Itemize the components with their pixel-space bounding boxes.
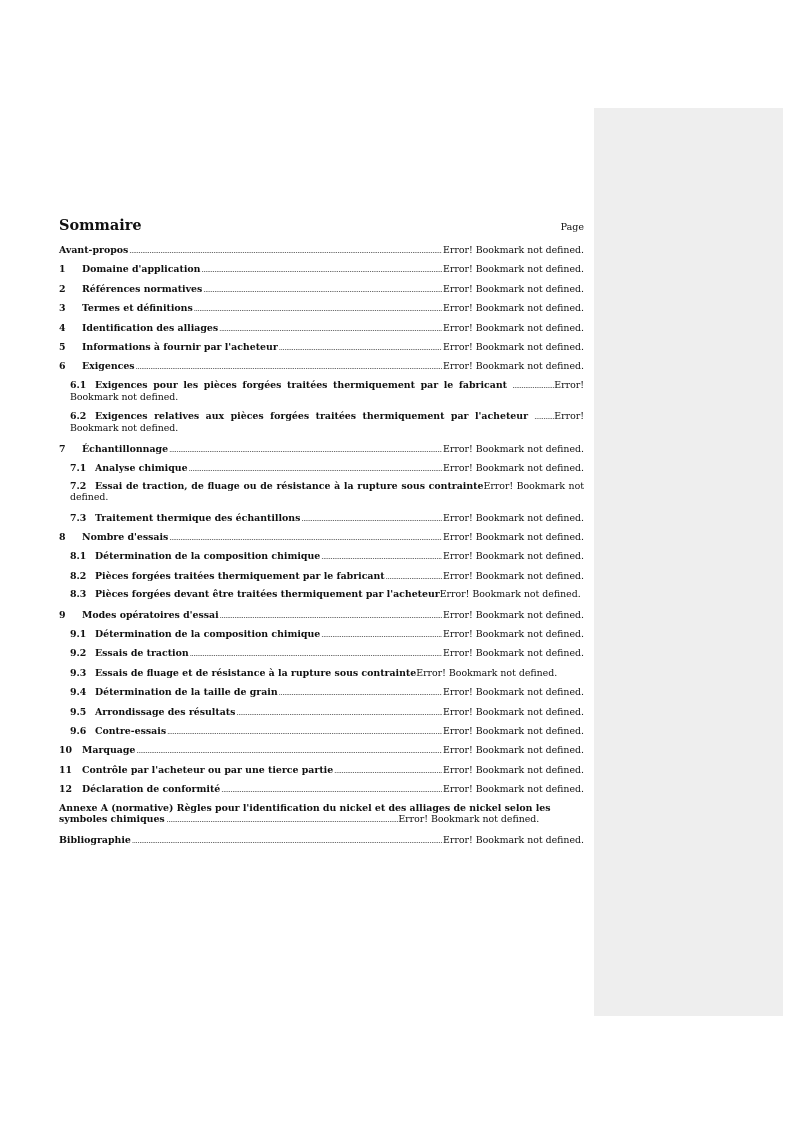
dot-leader <box>220 610 442 623</box>
toc-entry-page: Error! Bookmark not defined. <box>443 283 584 295</box>
toc-entry-page: Error! Bookmark not defined. <box>443 706 584 718</box>
toc-entry-page: Error! Bookmark not defined. <box>443 303 584 315</box>
toc-entry[interactable] <box>59 263 584 282</box>
table-of-contents <box>59 219 584 853</box>
toc-entry-number: 6 <box>59 361 66 373</box>
toc-entry-title: Échantillonnage <box>82 443 169 455</box>
dot-leader <box>203 284 442 297</box>
toc-entry-number: 12 <box>59 784 73 796</box>
toc-entry[interactable] <box>59 570 584 589</box>
dot-leader <box>236 707 442 720</box>
toc-entry-number: 6.2 <box>70 411 87 423</box>
toc-entry-title: Exigences pour les pièces forgées traitées thermiquement par le fabricant <box>95 379 507 391</box>
toc-entry-page: Error! Bookmark not defined. <box>398 813 540 825</box>
toc-entry[interactable] <box>59 706 584 725</box>
toc-entry-number: 10 <box>59 745 73 757</box>
toc-entry-page: Error! Bookmark not defined. <box>439 589 581 601</box>
dot-leader <box>169 444 442 457</box>
toc-entry-page: Error! Bookmark not defined. <box>70 411 584 435</box>
toc-entry-number: 9.5 <box>70 706 87 718</box>
toc-entry-title: Pièces forgées devant être traitées thermiquement par l'acheteur <box>95 589 440 601</box>
dot-leader <box>321 629 442 642</box>
dot-leader <box>136 745 442 758</box>
toc-entry-title: Informations à fournir par l'acheteur <box>82 341 278 353</box>
toc-entry-number: 5 <box>59 341 66 353</box>
toc-entry-page: Error! Bookmark not defined. <box>443 629 584 641</box>
toc-entry-page: Error! Bookmark not defined. <box>443 361 584 373</box>
toc-entry-number: 11 <box>59 764 73 776</box>
toc-entry-page: Error! Bookmark not defined. <box>443 648 584 660</box>
toc-entry-title: Arrondissage des résultats <box>95 706 236 718</box>
dot-leader <box>201 264 442 277</box>
toc-entry[interactable] <box>59 725 584 744</box>
toc-entry-title: Essai de traction, de fluage ou de résistance à la rupture sous contrainte <box>95 481 484 493</box>
toc-entry-title: Termes et définitions <box>82 303 193 315</box>
toc-entry-title: Modes opératoires d'essai <box>82 609 219 621</box>
toc-entry-page: Error! Bookmark not defined. <box>443 725 584 737</box>
toc-entry[interactable] <box>59 764 584 783</box>
toc-entry-page: Error! Bookmark not defined. <box>443 745 584 757</box>
toc-entry-number: 7.2 <box>70 481 87 493</box>
toc-entry-number: 4 <box>59 322 66 334</box>
toc-entry-number: 8 <box>59 532 66 544</box>
toc-entry-number: 1 <box>59 264 66 276</box>
toc-entry-page: Error! Bookmark not defined. <box>443 341 584 353</box>
toc-entry-page: Error! Bookmark not defined. <box>443 551 584 563</box>
dot-leader <box>189 463 442 476</box>
dot-leader <box>386 571 442 584</box>
toc-entry-page: Error! Bookmark not defined. <box>443 532 584 544</box>
toc-entry-page: Error! Bookmark not defined. <box>416 667 558 679</box>
toc-entry-page: Error! Bookmark not defined. <box>443 570 584 582</box>
toc-entry[interactable] <box>59 550 584 569</box>
toc-entry-number: 7 <box>59 443 66 455</box>
toc-entry-number: 8.3 <box>70 589 87 601</box>
toc-entry[interactable] <box>59 443 584 462</box>
dot-leader <box>334 765 442 778</box>
toc-entry-number: 9.6 <box>70 725 87 737</box>
toc-entry[interactable] <box>59 667 584 686</box>
toc-entry[interactable] <box>59 360 584 379</box>
toc-entry[interactable] <box>59 481 584 503</box>
toc-entry-page: Error! Bookmark not defined. <box>70 481 584 504</box>
toc-entry-title: Traitement thermique des échantillons <box>95 512 301 524</box>
toc-entry-page: Error! Bookmark not defined. <box>443 834 584 846</box>
dot-leader <box>169 532 442 545</box>
toc-entry-title: Détermination de la composition chimique <box>95 629 321 641</box>
dot-leader <box>219 323 442 336</box>
dot-leader <box>301 513 442 526</box>
toc-entry-page: Error! Bookmark not defined. <box>70 379 584 403</box>
toc-entry[interactable] <box>59 380 584 403</box>
toc-title: Sommaire <box>59 217 142 234</box>
toc-entry[interactable] <box>59 411 584 434</box>
toc-entry-number: 9.2 <box>70 648 87 660</box>
dot-leader <box>221 784 442 797</box>
toc-entry-title: Exigences <box>82 361 135 373</box>
toc-entry-number: 2 <box>59 283 66 295</box>
toc-entry-title: Contrôle par l'acheteur ou par une tierce partie <box>82 764 334 776</box>
toc-entry[interactable] <box>59 686 584 705</box>
toc-entry-title: Identification des alliages <box>82 322 219 334</box>
toc-entry-title: Marquage <box>82 745 136 757</box>
dot-leader <box>279 342 442 355</box>
comment-pane <box>594 108 783 1016</box>
dot-leader <box>136 361 442 374</box>
toc-entry[interactable] <box>59 244 584 263</box>
toc-entry-number: 9.1 <box>70 629 87 641</box>
toc-entry-title: Détermination de la composition chimique <box>95 551 321 563</box>
dot-leader: ........... <box>534 413 555 422</box>
toc-entry[interactable] <box>59 628 584 647</box>
dot-leader <box>194 303 442 316</box>
toc-entry-title: Références normatives <box>82 283 203 295</box>
dot-leader <box>167 726 442 739</box>
toc-entry-page: Error! Bookmark not defined. <box>443 609 584 621</box>
toc-entry-number: 9.3 <box>70 667 87 679</box>
toc-entry[interactable] <box>59 283 584 302</box>
toc-entry[interactable] <box>59 744 584 763</box>
dot-leader <box>279 687 442 700</box>
toc-entry-title: Domaine d'application <box>82 264 201 276</box>
toc-entry-number: 8.2 <box>70 570 87 582</box>
toc-page-label: Page <box>560 222 584 233</box>
toc-entry-number: 7.3 <box>70 512 87 524</box>
toc-entry-number: 3 <box>59 303 66 315</box>
dot-leader <box>129 245 442 258</box>
toc-entry[interactable] <box>59 462 584 481</box>
dot-leader <box>190 648 442 661</box>
toc-entry[interactable] <box>59 589 584 600</box>
toc-entry[interactable] <box>59 302 584 321</box>
toc-entry[interactable] <box>59 322 584 341</box>
toc-entry-title: Pièces forgées traitées thermiquement par le fabricant <box>95 570 385 582</box>
toc-entry-title: Essais de traction <box>95 648 189 660</box>
toc-entry-page: Error! Bookmark not defined. <box>443 784 584 796</box>
toc-entry-page: Error! Bookmark not defined. <box>443 264 584 276</box>
dot-leader: ............................................................................................................................... <box>164 815 399 824</box>
toc-entry-page: Error! Bookmark not defined. <box>443 322 584 334</box>
toc-header <box>59 219 584 234</box>
toc-entry-title: Exigences relatives aux pièces forgées traitées thermiquement par l'acheteur <box>95 411 529 423</box>
toc-entry-title: Nombre d'essais <box>82 532 169 544</box>
toc-entry-number: 6.1 <box>70 379 87 391</box>
toc-entry-number: 8.1 <box>70 551 87 563</box>
toc-entry[interactable] <box>59 531 584 550</box>
toc-entry-title: Essais de fluage et de résistance à la rupture sous contrainte <box>95 667 417 679</box>
toc-entry-page: Error! Bookmark not defined. <box>443 687 584 699</box>
toc-entry-page: Error! Bookmark not defined. <box>443 462 584 474</box>
toc-entry-page: Error! Bookmark not defined. <box>443 764 584 776</box>
toc-entry-title: Déclaration de conformité <box>82 784 221 796</box>
toc-entry-title: Avant-propos <box>59 245 129 256</box>
toc-entry-title: Détermination de la taille de grain <box>95 687 278 699</box>
toc-entry-title: Bibliographie <box>59 834 131 846</box>
toc-entry[interactable] <box>59 834 584 853</box>
toc-entry[interactable] <box>59 803 584 826</box>
toc-entry-page: Error! Bookmark not defined. <box>443 443 584 455</box>
toc-entry-page: Error! Bookmark not defined. <box>443 512 584 524</box>
toc-entry-title: Annexe A (normative) Règles pour l'identification du nickel et des alliages de nickel selon les symboles chimiques <box>59 802 551 825</box>
toc-entry[interactable] <box>59 512 584 531</box>
dot-leader: ....................... <box>512 381 555 390</box>
toc-entry-number: 9.4 <box>70 687 87 699</box>
toc-entry[interactable] <box>59 341 584 360</box>
toc-entry-number: 7.1 <box>70 462 87 474</box>
toc-entry-title: Contre-essais <box>95 725 167 737</box>
toc-entry-number: 9 <box>59 609 66 621</box>
toc-entry[interactable] <box>59 783 584 802</box>
toc-entry-title: Analyse chimique <box>95 462 188 474</box>
toc-entry-page: Error! Bookmark not defined. <box>443 245 584 256</box>
dot-leader <box>132 835 442 848</box>
toc-entry[interactable] <box>59 647 584 666</box>
dot-leader <box>321 551 442 564</box>
toc-entry[interactable] <box>59 609 584 628</box>
